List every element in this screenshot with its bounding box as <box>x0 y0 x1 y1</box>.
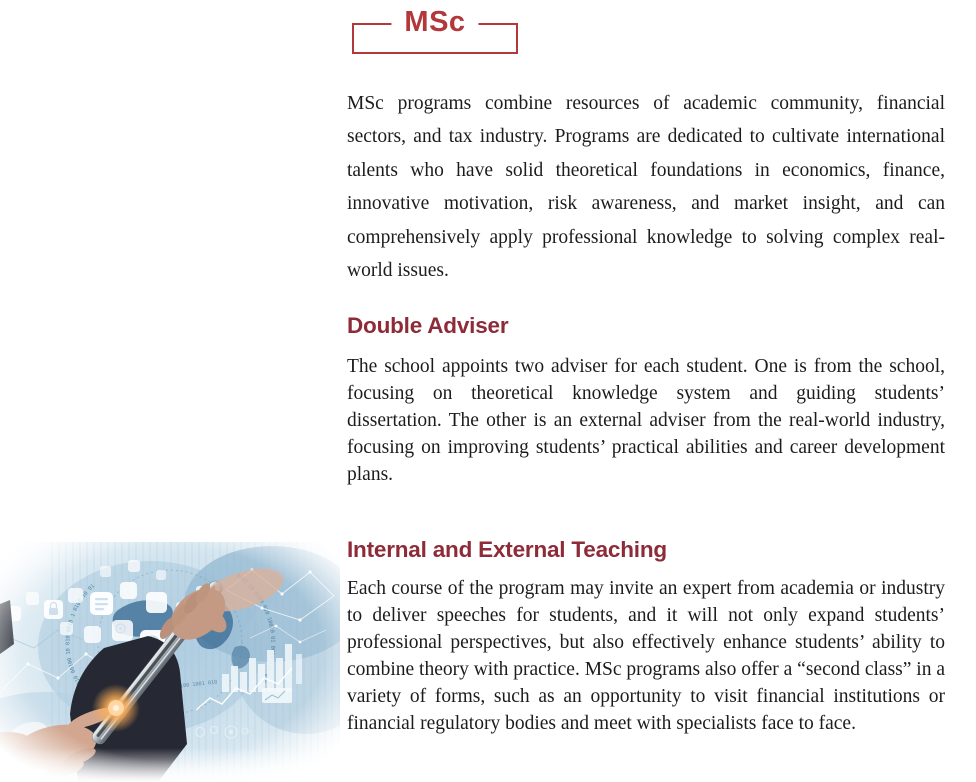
section-paragraph-internal-external-teaching: Each course of the program may invite an expert from academia or industry to deliver speeches for students, and it will not only expand students’ professional perspectives, but also effectively enhance students’ ability to combine theory with practice. MSc programs also offer a “second class” in a variety of forms, such as an opportunity to visit financial institutions or financial regulatory bodies and meet with specialists face to face. <box>347 578 945 734</box>
msc-title-frame <box>352 6 518 54</box>
hands-tablet-photo <box>0 542 340 782</box>
intro-paragraph: MSc programs combine resources of academic community, financial sectors, and tax industry. Programs are dedicated to cultivate international talents who have solid theoretical foundations in economics, finance, innovative motivation, risk awareness, and market insight, and can comprehensively apply professional knowledge to solving complex real-world issues. <box>347 93 945 282</box>
section-heading-internal-external-teaching: Internal and External Teaching <box>347 537 667 562</box>
section-heading-double-adviser: Double Adviser <box>347 313 509 338</box>
page-title: MSc <box>391 6 478 39</box>
section-paragraph-double-adviser: The school appoints two adviser for each student. One is from the school, focusing on theoretical knowledge system and guiding students’ dissertation. The other is an external adviser from the real-world industry, focusing on improving students’ practical abilities and career development plans. <box>347 356 945 485</box>
photo-vignette <box>0 542 340 782</box>
